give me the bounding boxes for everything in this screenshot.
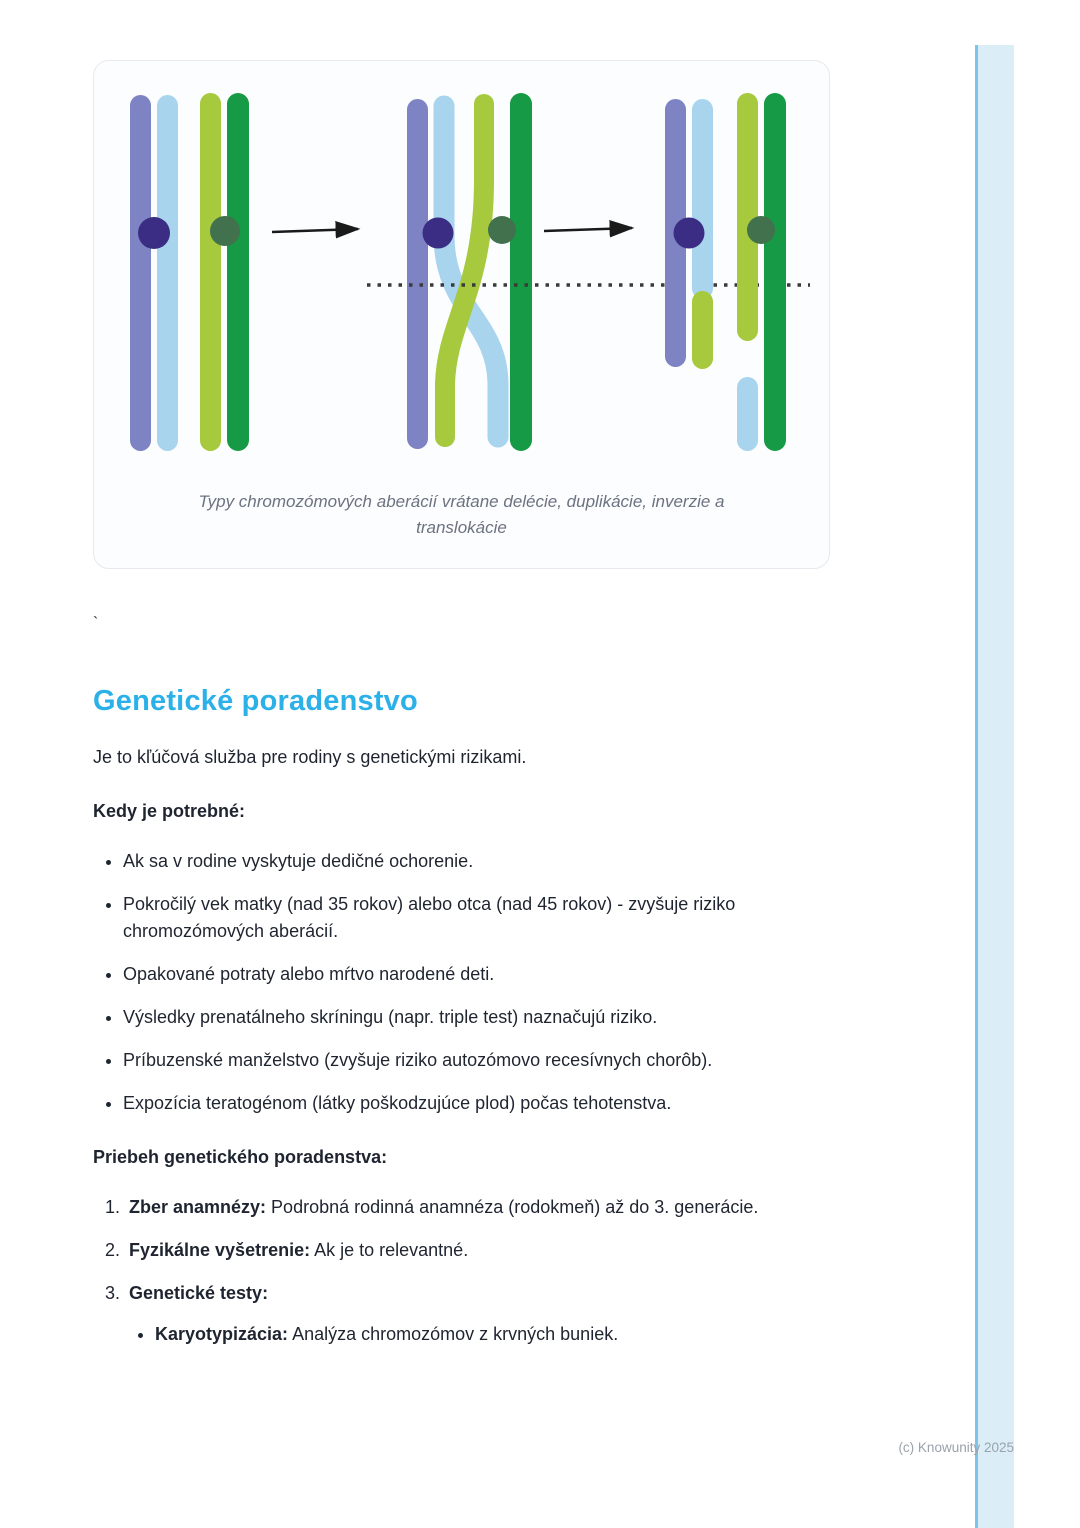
process-heading: Priebeh genetického poradenstva: xyxy=(93,1146,388,1167)
process-item xyxy=(125,1280,830,1348)
process-item-label: Zber anamnézy: xyxy=(129,1196,267,1217)
arrow-right-icon xyxy=(272,229,358,232)
intro-paragraph: Je to kľúčová služba pre rodiny s genetickými rizikami. xyxy=(93,746,527,767)
process-subitem-text: Analýza chromozómov z krvných buniek. xyxy=(288,1323,619,1344)
stray-backtick: ` xyxy=(93,614,99,632)
content-column xyxy=(93,60,830,1364)
process-subitem xyxy=(155,1321,830,1348)
bullet-item: • Príbuzenské manželstvo (zvyšuje riziko autozómovo recesívnych chorôb). xyxy=(123,1047,830,1074)
process-item-label: Fyzikálne vyšetrenie: xyxy=(129,1239,311,1260)
scrollbar[interactable] xyxy=(975,45,1014,1528)
process-item-label: Genetické testy: xyxy=(129,1282,269,1303)
arrow-right-icon xyxy=(544,228,632,231)
figure-caption: Typy chromozómových aberácií vrátane delécie, duplikácie, inverzie a translokácie xyxy=(198,492,725,538)
process-item xyxy=(125,1237,830,1264)
page-title: Genetické poradenstvo xyxy=(93,684,418,717)
chromosome-diagram xyxy=(112,85,812,475)
process-item xyxy=(125,1194,830,1221)
chromosome-group-result xyxy=(665,93,786,451)
process-subitem-label: Karyotypizácia: xyxy=(155,1323,289,1344)
bullet-item: • Ak sa v rodine vyskytuje dedičné ochorenie. xyxy=(123,848,830,875)
process-list xyxy=(93,1194,830,1348)
copyright-text: (c) Knowunity 2025 xyxy=(898,1440,1014,1455)
bullet-item: • Expozícia teratogénom (látky poškodzujúce plod) počas tehotenstva. xyxy=(123,1090,830,1117)
bullet-item: • Opakované potraty alebo mŕtvo narodené deti. xyxy=(123,961,830,988)
chromosome-group-original xyxy=(130,93,249,451)
when-needed-list xyxy=(93,848,830,1117)
bullet-item: • Pokročilý vek matky (nad 35 rokov) alebo otca (nad 45 rokov) - zvyšuje riziko chromozómových aberácií. xyxy=(123,891,830,945)
process-item-text: Podrobná rodinná anamnéza (rodokmeň) až do 3. generácie. xyxy=(266,1196,759,1217)
process-sublist xyxy=(129,1321,830,1348)
when-needed-heading: Kedy je potrebné: xyxy=(93,800,246,821)
process-item-text: Ak je to relevantné. xyxy=(310,1239,469,1260)
chromosome-group-crossover xyxy=(407,93,532,451)
bullet-item: • Výsledky prenatálneho skríningu (napr. triple test) naznačujú riziko. xyxy=(123,1004,830,1031)
figure-card xyxy=(93,60,830,569)
